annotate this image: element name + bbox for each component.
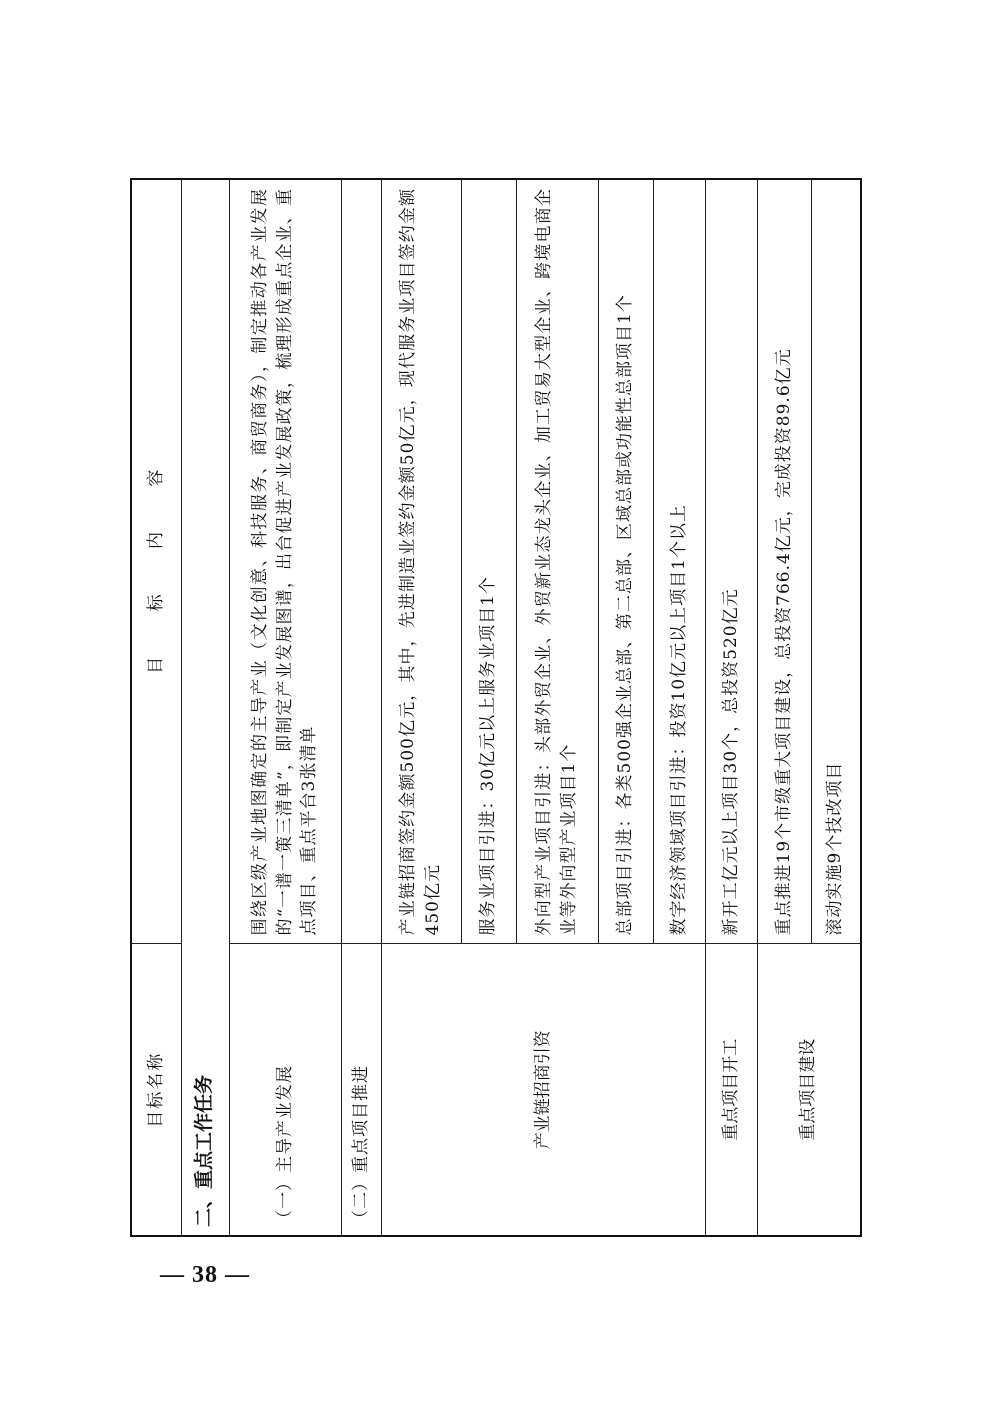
row-content-construction-2: 滚动实施9个技改项目 <box>811 179 861 944</box>
header-target-name: 目标名称 <box>131 944 181 1236</box>
rotated-table-container <box>130 180 860 1237</box>
row-content-investment-2: 服务业项目引进：30亿元以上服务业项目1个 <box>461 179 516 944</box>
page-number: — 38 — <box>160 1262 250 1288</box>
row-name-project-start: 重点项目开工 <box>705 944 757 1236</box>
row-content-leading-industry: 围绕区级产业地图确定的主导产业（文化创意、科技服务、商贸商务），制定推动各产业发展的“一谱一策三清单”，即制定产业发展图谱，出台促进产业发展政策，梳理形成重点企业、重点项目、重点平台3张清单 <box>229 179 341 944</box>
target-table <box>130 178 862 1237</box>
section-title: 二、重点工作任务 <box>181 179 229 1236</box>
row-content-investment-5: 数字经济领域项目引进：投资10亿元以上项目1个以上 <box>653 179 705 944</box>
row-name-leading-industry: （一）主导产业发展 <box>229 944 341 1236</box>
row-name-project-construction: 重点项目建设 <box>757 944 861 1236</box>
header-target-content: 目 标 内 容 <box>131 179 181 944</box>
row-name-key-projects: （二）重点项目推进 <box>341 944 381 1236</box>
row-name-investment: 产业链招商引资 <box>381 944 705 1236</box>
row-content-project-start: 新开工亿元以上项目30个，总投资520亿元 <box>705 179 757 944</box>
row-content-construction-1: 重点推进19个市级重大项目建设，总投资766.4亿元，完成投资89.6亿元 <box>757 179 811 944</box>
row-content-investment-3: 外向型产业项目引进：头部外贸企业、外贸新业态龙头企业、加工贸易大型企业、跨境电商企业等外向型产业项目1个 <box>516 179 598 944</box>
row-content-key-projects-empty <box>341 179 381 944</box>
row-content-investment-1: 产业链招商签约金额500亿元，其中，先进制造业签约金额50亿元，现代服务业项目签约金额450亿元 <box>381 179 461 944</box>
row-content-investment-4: 总部项目引进：各类500强企业总部、第二总部、区域总部或功能性总部项目1个 <box>598 179 653 944</box>
